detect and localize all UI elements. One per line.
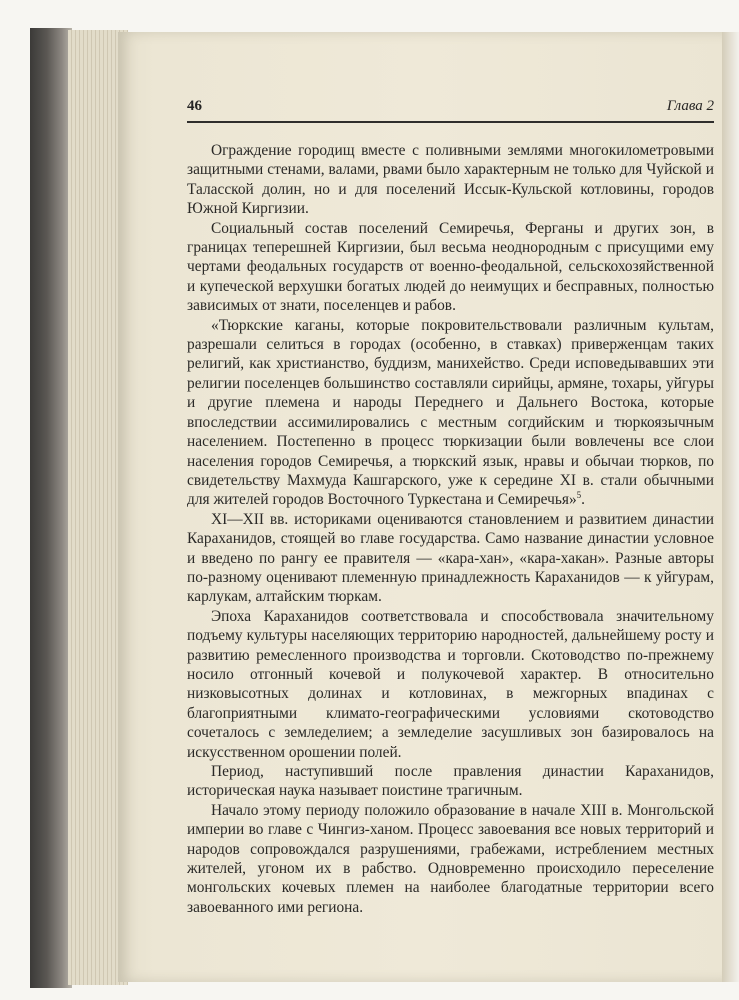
chapter-title: Глава 2 [666,98,714,114]
paragraph: Эпоха Караханидов соответствовала и способствовала значительному подъему культуры населяющих территорию народностей, дальнейшему росту и развитию ремесленного производства и торговли. Скотоводство по-прежнему носило отгонный кочевой и полукочевой характер. В относительно низковысотных долинах и котловинах, в межгорных впадинах с благоприятными климато-географическими условиями скотоводство сочеталось с земледелием; а земледелие засушливых зон базировалось на искусственном орошении полей. [187,607,714,761]
page-right-edge [722,32,739,982]
header-rule [187,121,714,123]
paragraph: XI—XII вв. историками оцениваются становлением и развитием династии Караханидов, стоящей во главе государства. Само название династии условное и введено по рангу ее правителя — «кара-хан», «кара-хакан». Разные авторы по-разному оценивают племенную принадлежность Караханидов — к уйгурам, карлукам, алтайским тюркам. [187,510,714,606]
book-spine-shadow [30,28,72,988]
quote-text: «Тюркские каганы, которые покровительствовали различным культам, разрешали селиться в городах (особенно, в ставках) приверженцам таких религий, как христианство, буддизм, манихейство. Среди исповедывавших эти религии поселенцев большинство составляли сирийцы, армяне, тохары, уйгуры и другие племена и народы Переднего и Дальнего Востока, которые впоследствии ассимилировались с местным согдийским и тюркоязычным населением. Постепенно в процесс тюркизации были вовлечены все слои населения городов Семиречья, а тюркский язык, нравы и обычаи тюрков, по свидетельству Махмуда Кашгарского, уже к середине XI в. стали обычными для жителей городов Восточного Туркестана и Семиречья» [187,316,714,509]
footnote-reference: 5 [576,490,582,501]
paragraph-quote [187,316,714,510]
page-number: 46 [187,98,202,114]
running-header [187,98,714,120]
paragraph: Начало этому периоду положило образование в начале XIII в. Монгольской империи во главе с Чингиз-ханом. Процесс завоевания все новых территорий и народов сопровождался разрушениями, грабежами, истреблением местных жителей, угоном их в рабство. Одновременно происходило переселение монгольских кочевых племен на наиболее благодатные территории всего завоеванного ими региона. [187,801,714,916]
paragraph: Социальный состав поселений Семиречья, Ферганы и других зон, в границах теперешней Киргизии, был весьма неоднородным с присущими ему чертами феодальных государств от военно-феодальной, сельскохозяйственной и купеческой верхушки богатых людей до неимущих и бесправных, полностью зависимых от знати, поселенцев и рабов. [187,219,714,315]
body-text [187,141,714,917]
paragraph: Ограждение городищ вместе с поливными землями многокилометровыми защитными стенами, валами, рвами было характерным не только для Чуйской и Таласской долин, но и для поселений Иссык-Кульской котловины, городов Южной Киргизии. [187,142,714,218]
paragraph: Период, наступивший после правления династии Караханидов, историческая наука называет поистине трагичным. [187,763,714,800]
quote-end: . [581,491,586,509]
